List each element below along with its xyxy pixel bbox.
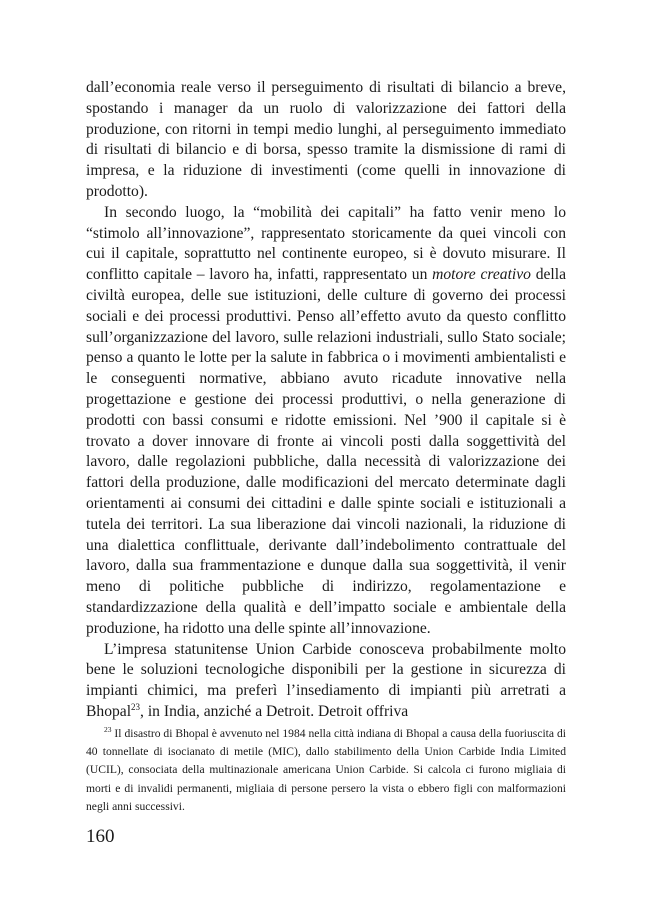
paragraph-2-text-b: della civiltà europea, delle sue istituzioni, delle culture di governo dei processi sociali e dei processi produttivi. Penso all’effetto avuto da questo conflitto sull’organizzazione del lavoro, sulle relazioni industriali, sullo Stato sociale; penso a quanto le lotte per la salute in fabbrica o i movimenti ambientalisti e le conseguenti normative, abbiano avuto ricadute innovative nella progettazione e gestione dei processi produttivi, o nella generazione di prodotti con bassi consumi e ridotte emissioni. Nel ’900 il capitale si è trovato a dover innovare di fronte ai vincoli posti dalla soggettività del lavoro, dalle regolazioni pubbliche, dalla necessità di valorizzazione dei fattori della produzione, dalle modificazioni del mercato determinate dagli orientamenti ai consumi dei cittadini e dalle spinte sociali e istituzionali a tutela dei territori. La sua liberazione dai vincoli nazionali, la riduzione di una dialettica conflittuale, derivante dall’indebolimento contrattuale del lavoro, dalla sua frammentazione e dunque dalla sua soggettività, il venir meno di politiche pubbliche di indirizzo, regolamentazione e standardizzazione della qualità e dell’impatto sociale e ambientale della produzione, ha ridotto una delle spinte all’innovazione. [86, 266, 567, 637]
paragraph-2 [86, 203, 566, 640]
paragraph-2-text-a: In secondo luogo, la “mobilità dei capitali” ha fatto venir meno lo “stimolo all’innovazione”, rappresentato storicamente da quei vincoli con cui il capitale, soprattutto nel continente europeo, si è dovuto misurare. Il conflitto capitale – lavoro ha, infatti, rappresentato un [86, 203, 566, 284]
paragraph-3-text-b: , in India, anziché a Detroit. Detroit offriva [140, 702, 409, 720]
footnote [86, 725, 566, 816]
footnote-text: Il disastro di Bhopal è avvenuto nel 1984 nella città indiana di Bhopal a causa della fuoriuscita di 40 tonnellate di isocianato di metile (MIC), dallo stabilimento della Union Carbide India Limited (UCIL), consociata della multinazionale americana Union Carbide. Si calcola ci furono migliaia di morti e di invalidi permanenti, migliaia di persone persero la vista o ebbero figli con malformazioni negli anni successivi. [86, 727, 566, 813]
page-number: 160 [86, 826, 115, 847]
footnote-paragraph [86, 725, 566, 816]
paragraph-3-text-a: L’impresa statunitense Union Carbide conosceva probabilmente molto bene le soluzioni tecnologiche disponibili per la gestione in sicurezza di impianti chimici, ma preferì l’insediamento di impianti più arretrati a Bhopal [86, 640, 566, 720]
paragraph-1 [86, 78, 566, 203]
body-text [86, 78, 566, 723]
footnote-number: 23 [104, 725, 112, 735]
paragraph-3 [86, 640, 566, 723]
footnote-reference[interactable]: 23 [131, 701, 141, 712]
italic-phrase: motore creativo [432, 266, 531, 284]
paragraph-1-text: dall’economia reale verso il perseguimento di risultati di bilancio a breve, spostando i manager da un ruolo di valorizzazione dei fattori della produzione, con ritorni in tempi medio lunghi, al perseguimento immediato di risultati di bilancio e di borsa, spesso tramite la dismissione di rami di impresa, e la riduzione di investimenti (come quelli in innovazione di prodotto). [86, 79, 566, 200]
